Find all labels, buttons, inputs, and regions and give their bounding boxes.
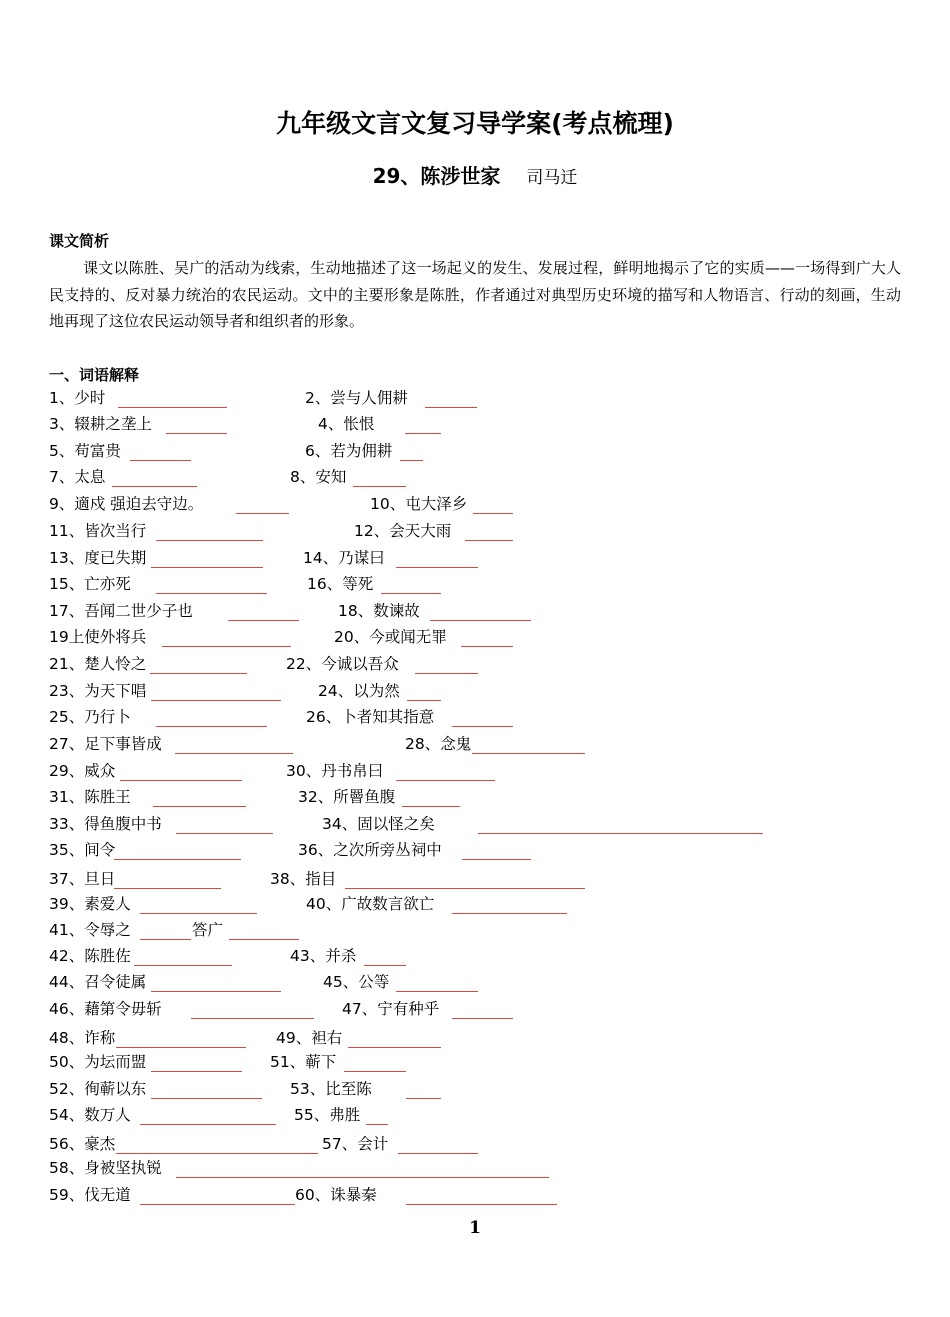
answer-blank-30[interactable] xyxy=(396,780,495,781)
vocab-item-43: 42、陈胜佐 xyxy=(49,947,131,965)
answer-blank-15[interactable] xyxy=(156,593,267,594)
answer-blank-28[interactable] xyxy=(472,753,585,754)
vocab-item-45: 44、召令徒属 xyxy=(49,973,147,991)
vocab-item-50: 49、袒右 xyxy=(276,1029,343,1047)
answer-blank-9[interactable] xyxy=(236,513,289,514)
answer-blank-51[interactable] xyxy=(151,1071,242,1072)
answer-blank-6[interactable] xyxy=(400,460,423,461)
analysis-paragraph xyxy=(49,255,901,335)
answer-blank-22[interactable] xyxy=(415,673,478,674)
vocab-item-52: 51、蕲下 xyxy=(270,1053,337,1071)
answer-blank-40[interactable] xyxy=(452,913,567,914)
answer-blank-19[interactable] xyxy=(162,646,291,647)
vocab-item-16: 16、等死 xyxy=(307,575,374,593)
answer-blank-55[interactable] xyxy=(140,1124,276,1125)
answer-blank-53[interactable] xyxy=(151,1098,262,1099)
vocab-item-32: 32、所罾鱼腹 xyxy=(298,788,396,806)
vocab-item-61: 60、诛暴秦 xyxy=(295,1186,377,1204)
answer-blank-2[interactable] xyxy=(425,407,477,408)
vocab-item-29: 29、威众 xyxy=(49,762,116,780)
answer-blank-44[interactable] xyxy=(364,965,406,966)
answer-blank-50[interactable] xyxy=(348,1047,441,1048)
answer-blank-8[interactable] xyxy=(353,486,406,487)
page-number: 1 xyxy=(469,1218,481,1238)
answer-blank-49[interactable] xyxy=(116,1047,246,1048)
vocab-item-38: 38、指目 xyxy=(270,870,337,888)
analysis-text: 课文以陈胜、吴广的活动为线索，生动地描述了这一场起义的发生、发展过程，鲜明地揭示了它的实质——一场得到广大人民支持的、反对暴力统治的农民运动。文中的主要形象是陈胜，作者通过对典型历史环境的描写和人物语言、行动的刻画，生动地再现了这位农民运动领导者和组织者的形象。 xyxy=(49,259,901,330)
vocab-item-11: 11、皆次当行 xyxy=(49,522,147,540)
vocab-item-33: 33、得鱼腹中书 xyxy=(49,815,162,833)
vocab-item-5: 5、苟富贵 xyxy=(49,442,121,460)
answer-blank-36[interactable] xyxy=(462,859,531,860)
vocab-item-4: 4、怅恨 xyxy=(318,415,375,433)
vocab-item-46: 45、公等 xyxy=(323,973,390,991)
vocab-item-26: 26、卜者知其指意 xyxy=(306,708,435,726)
answer-blank-10[interactable] xyxy=(473,513,513,514)
answer-blank-31[interactable] xyxy=(153,806,246,807)
answer-blank-18[interactable] xyxy=(430,620,531,621)
answer-blank-35[interactable] xyxy=(114,859,241,860)
vocab-item-34: 34、固以怪之矣 xyxy=(322,815,435,833)
answer-blank-32[interactable] xyxy=(402,806,460,807)
answer-blank-33[interactable] xyxy=(176,833,273,834)
vocab-item-57: 56、豪杰 xyxy=(49,1135,116,1153)
vocab-item-15: 15、亡亦死 xyxy=(49,575,131,593)
vocab-item-2: 2、尝与人佣耕 xyxy=(305,389,408,407)
answer-blank-16[interactable] xyxy=(381,593,441,594)
vocab-item-19: 19上使外将兵 xyxy=(49,628,147,646)
vocab-item-35: 35、间令 xyxy=(49,841,116,859)
page-title: 九年级文言文复习导学案(考点梳理) xyxy=(276,109,674,138)
answer-blank-25[interactable] xyxy=(156,726,267,727)
vocab-item-58: 57、会计 xyxy=(322,1135,389,1153)
answer-blank-45[interactable] xyxy=(151,991,281,992)
vocab-item-1: 1、少时 xyxy=(49,389,106,407)
vocab-item-51: 50、为坛而盟 xyxy=(49,1053,147,1071)
vocab-item-27: 27、足下事皆成 xyxy=(49,735,162,753)
vocab-item-54: 53、比至陈 xyxy=(290,1080,372,1098)
vocab-item-17: 17、吾闻二世少子也 xyxy=(49,602,193,620)
answer-blank-26[interactable] xyxy=(452,726,513,727)
answer-blank-11[interactable] xyxy=(156,540,263,541)
vocab-item-55: 54、数万人 xyxy=(49,1106,131,1124)
vocab-item-53: 52、徇蕲以东 xyxy=(49,1080,147,1098)
answer-blank-61[interactable] xyxy=(406,1204,557,1205)
answer-blank-37[interactable] xyxy=(114,888,221,889)
answer-blank-60[interactable] xyxy=(140,1204,295,1205)
answer-blank-41[interactable] xyxy=(140,939,191,940)
vocab-item-36: 36、之次所旁丛祠中 xyxy=(298,841,442,859)
answer-blank-29[interactable] xyxy=(120,780,242,781)
vocab-item-37: 37、旦日 xyxy=(49,870,116,888)
answer-blank-56[interactable] xyxy=(366,1124,388,1125)
vocab-item-9: 9、適戍 强迫去守边。 xyxy=(49,495,204,513)
answer-blank-38[interactable] xyxy=(345,888,585,889)
vocab-item-8: 8、安知 xyxy=(290,468,347,486)
answer-blank-39[interactable] xyxy=(140,913,257,914)
answer-blank-23[interactable] xyxy=(151,700,281,701)
vocab-item-22: 22、今诚以吾众 xyxy=(286,655,399,673)
lesson-heading xyxy=(0,160,950,189)
vocab-item-31: 31、陈胜王 xyxy=(49,788,131,806)
answer-blank-1[interactable] xyxy=(118,407,227,408)
vocab-item-48: 47、宁有种乎 xyxy=(342,1000,440,1018)
vocab-item-6: 6、若为佣耕 xyxy=(305,442,393,460)
vocab-item-40: 40、广故数言欲亡 xyxy=(306,895,435,913)
vocab-item-56: 55、弗胜 xyxy=(294,1106,361,1124)
vocab-item-14: 14、乃谋曰 xyxy=(303,549,385,567)
vocab-item-30: 30、丹书帛曰 xyxy=(286,762,384,780)
vocab-item-44: 43、并杀 xyxy=(290,947,357,965)
author-name: 司马迁 xyxy=(526,168,578,188)
vocab-item-10: 10、屯大泽乡 xyxy=(370,495,468,513)
vocab-item-47: 46、藉第令毋斩 xyxy=(49,1000,162,1018)
answer-blank-59[interactable] xyxy=(176,1177,549,1178)
answer-blank-47[interactable] xyxy=(191,1018,314,1019)
vocab-item-39: 39、素爱人 xyxy=(49,895,131,913)
vocab-item-18: 18、数谏故 xyxy=(338,602,420,620)
answer-blank-42[interactable] xyxy=(229,939,299,940)
answer-blank-13[interactable] xyxy=(151,567,263,568)
vocab-item-60: 59、伐无道 xyxy=(49,1186,131,1204)
answer-blank-5[interactable] xyxy=(130,460,191,461)
answer-blank-7[interactable] xyxy=(112,486,197,487)
answer-blank-52[interactable] xyxy=(344,1071,406,1072)
answer-blank-21[interactable] xyxy=(150,673,247,674)
vocab-item-3: 3、辍耕之垄上 xyxy=(49,415,152,433)
vocab-item-42: 答广 xyxy=(192,921,224,939)
vocab-item-24: 24、以为然 xyxy=(318,682,400,700)
answer-blank-43[interactable] xyxy=(134,965,232,966)
answer-blank-27[interactable] xyxy=(175,753,293,754)
analysis-heading: 课文简析 xyxy=(49,232,110,250)
answer-blank-14[interactable] xyxy=(396,567,478,568)
vocab-item-12: 12、会天大雨 xyxy=(354,522,452,540)
vocab-item-59: 58、身被坚执锐 xyxy=(49,1159,162,1177)
vocab-item-49: 48、诈称 xyxy=(49,1029,116,1047)
answer-blank-3[interactable] xyxy=(166,433,227,434)
vocab-item-25: 25、乃行卜 xyxy=(49,708,131,726)
answer-blank-17[interactable] xyxy=(228,620,299,621)
answer-blank-48[interactable] xyxy=(452,1018,513,1019)
answer-blank-24[interactable] xyxy=(407,700,441,701)
vocab-item-13: 13、度已失期 xyxy=(49,549,147,567)
vocab-item-41: 41、令辱之 xyxy=(49,921,131,939)
vocab-item-7: 7、太息 xyxy=(49,468,106,486)
answer-blank-4[interactable] xyxy=(405,433,441,434)
answer-blank-12[interactable] xyxy=(465,540,513,541)
answer-blank-57[interactable] xyxy=(116,1153,318,1154)
vocab-item-23: 23、为天下唱 xyxy=(49,682,147,700)
answer-blank-20[interactable] xyxy=(461,646,513,647)
vocab-item-20: 20、今或闻无罪 xyxy=(334,628,447,646)
lesson-title: 29、陈涉世家 xyxy=(372,164,501,188)
answer-blank-58[interactable] xyxy=(398,1153,478,1154)
vocab-item-28: 28、念鬼 xyxy=(405,735,472,753)
section-heading-vocab: 一、词语解释 xyxy=(49,366,140,384)
answer-blank-46[interactable] xyxy=(396,991,478,992)
answer-blank-34[interactable] xyxy=(478,833,763,834)
vocab-item-21: 21、楚人怜之 xyxy=(49,655,147,673)
answer-blank-54[interactable] xyxy=(406,1098,441,1099)
